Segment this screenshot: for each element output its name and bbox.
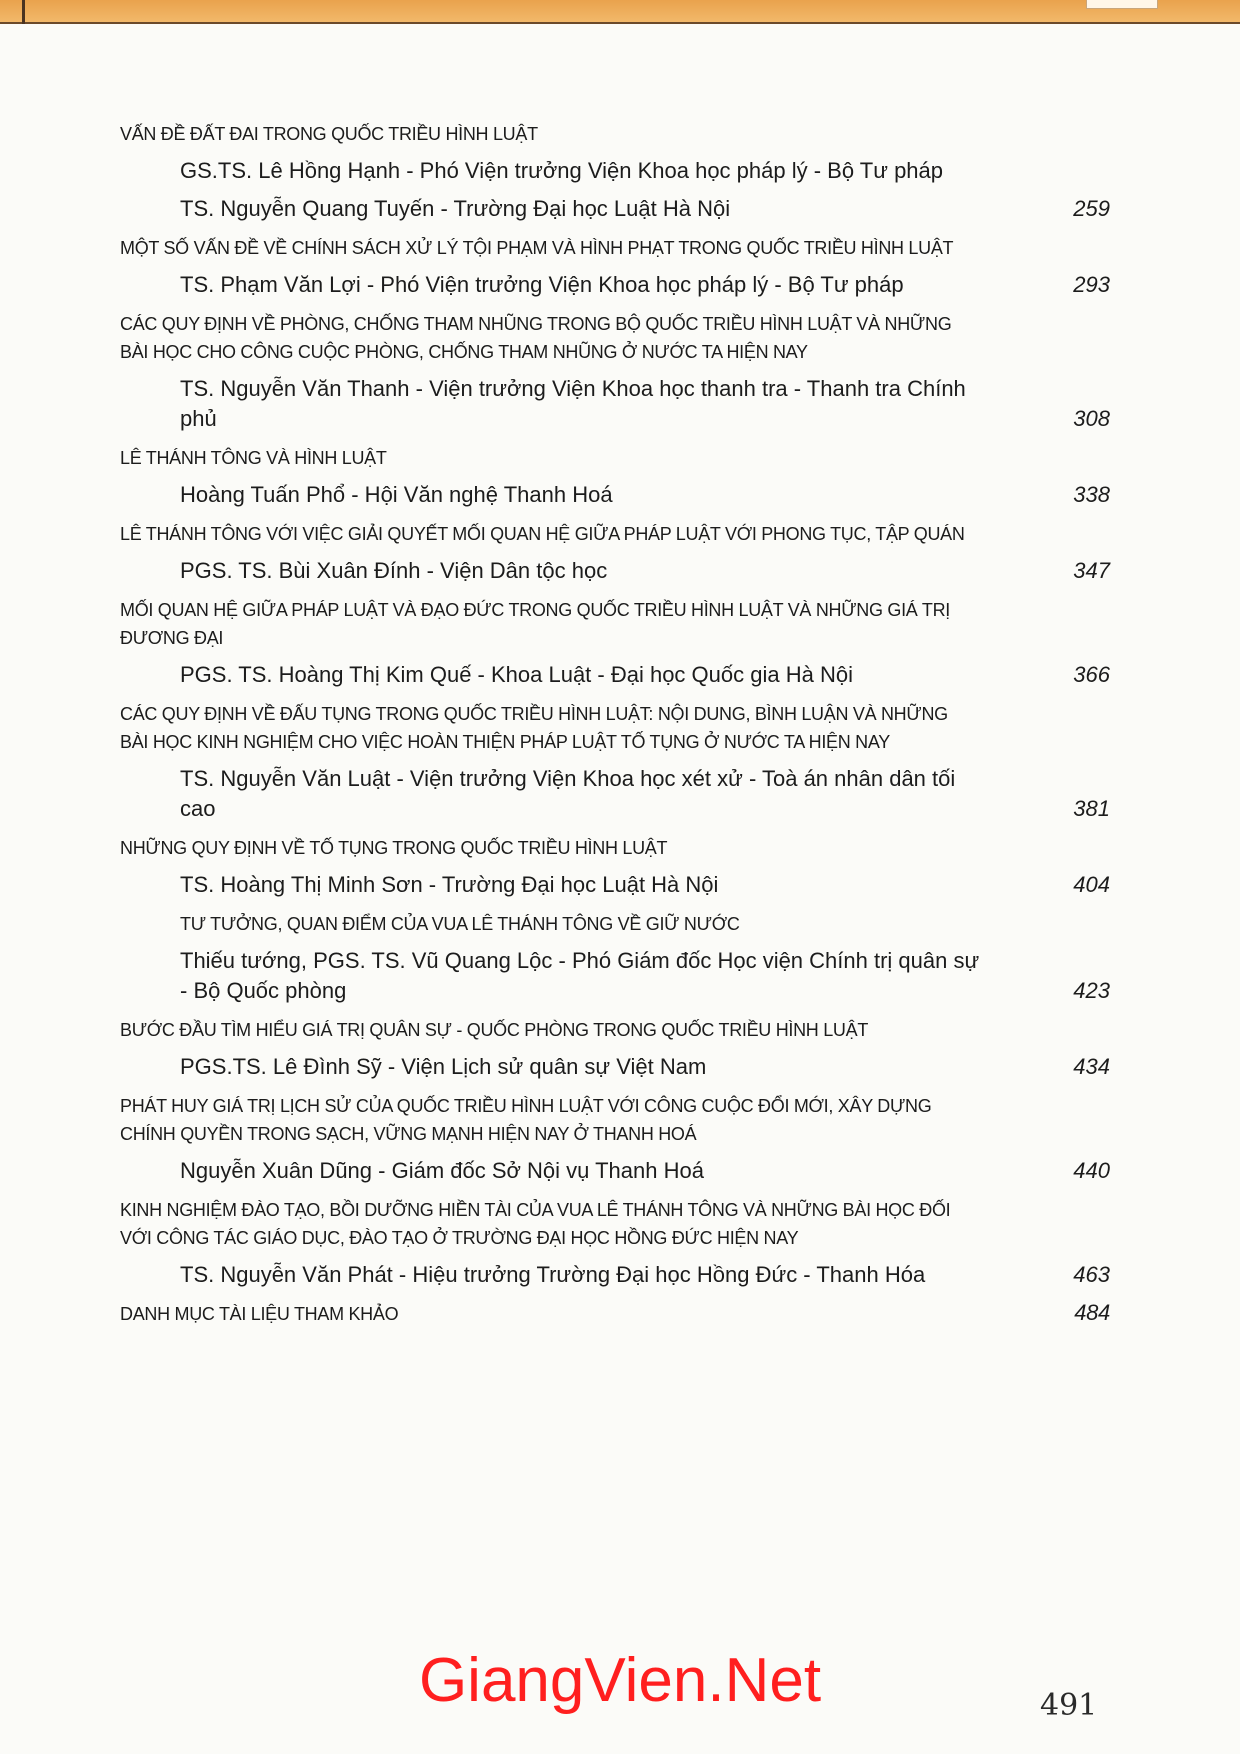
toc-entry-title: LÊ THÁNH TÔNG VỚI VIỆC GIẢI QUYẾT MỐI QUAN HỆ GIỮA PHÁP LUẬT VỚI PHONG TỤC, TẬP QUÁN bbox=[120, 524, 965, 544]
toc-entry-author bbox=[120, 660, 1110, 690]
toc-entry[interactable] bbox=[120, 444, 1110, 510]
toc-page-number: 463 bbox=[1073, 1262, 1110, 1287]
toc-entry-title: MỐI QUAN HỆ GIỮA PHÁP LUẬT VÀ ĐẠO ĐỨC TRONG QUỐC TRIỀU HÌNH LUẬT VÀ NHỮNG GIÁ TRỊ ĐƯƠNG ĐẠI bbox=[120, 600, 950, 648]
toc-entry-author bbox=[120, 764, 1110, 824]
toc-entry[interactable] bbox=[120, 910, 1110, 1006]
toc-entry[interactable] bbox=[120, 520, 1110, 586]
toc-entry-author bbox=[120, 556, 1110, 586]
toc-page-number: 434 bbox=[1073, 1054, 1110, 1079]
toc-author-text: TS. Nguyễn Văn Phát - Hiệu trưởng Trường Đại học Hồng Đức - Thanh Hóa bbox=[180, 1262, 926, 1287]
toc-page-number: 366 bbox=[1073, 662, 1110, 687]
toc-page-number: 347 bbox=[1073, 558, 1110, 583]
toc-page-number: 423 bbox=[1073, 978, 1110, 1003]
toc-page-number: 293 bbox=[1073, 272, 1110, 297]
toc-entry-author bbox=[120, 870, 1110, 900]
toc-page-number: 381 bbox=[1073, 796, 1110, 821]
page-number: 491 bbox=[1040, 1688, 1098, 1723]
toc-page-number: 440 bbox=[1073, 1158, 1110, 1183]
toc-page-number: 404 bbox=[1073, 872, 1110, 897]
toc-author-text: Nguyễn Xuân Dũng - Giám đốc Sở Nội vụ Thanh Hoá bbox=[180, 1158, 704, 1183]
toc-entry-author bbox=[120, 480, 1110, 510]
toc-entry[interactable] bbox=[120, 1016, 1110, 1082]
toc-entry[interactable] bbox=[120, 700, 1110, 824]
toc-entry-author bbox=[120, 946, 1110, 1006]
toc-entry-title: BƯỚC ĐẦU TÌM HIỂU GIÁ TRỊ QUÂN SỰ - QUỐC PHÒNG TRONG QUỐC TRIỀU HÌNH LUẬT bbox=[120, 1020, 869, 1040]
toc-entry-title: PHÁT HUY GIÁ TRỊ LỊCH SỬ CỦA QUỐC TRIỀU HÌNH LUẬT VỚI CÔNG CUỘC ĐỔI MỚI, XÂY DỰNG CHÍNH QUYỀN TRONG SẠCH, VỮNG MẠNH HIỆN NAY Ở THANH HOÁ bbox=[120, 1096, 932, 1144]
toc-entry[interactable] bbox=[120, 596, 1110, 690]
top-band-label-box bbox=[1086, 0, 1158, 9]
toc-entry-author bbox=[120, 194, 1110, 224]
toc-author-text: TS. Nguyễn Văn Luật - Viện trưởng Viện Khoa học xét xử - Toà án nhân dân tối cao bbox=[180, 766, 956, 821]
toc-author-text: TS. Nguyễn Quang Tuyến - Trường Đại học Luật Hà Nội bbox=[180, 196, 731, 221]
toc-entry-author bbox=[120, 374, 1110, 434]
references-page-number: 484 bbox=[1074, 1300, 1110, 1325]
toc-entry[interactable] bbox=[120, 1092, 1110, 1186]
table-of-contents bbox=[120, 110, 1110, 1328]
toc-page-number: 308 bbox=[1073, 406, 1110, 431]
toc-author-text: PGS.TS. Lê Đình Sỹ - Viện Lịch sử quân sự Việt Nam bbox=[180, 1054, 707, 1079]
toc-page-number: 338 bbox=[1073, 482, 1110, 507]
toc-entry-title: LÊ THÁNH TÔNG VÀ HÌNH LUẬT bbox=[120, 448, 387, 468]
toc-entry-title: VẤN ĐỀ ĐẤT ĐAI TRONG QUỐC TRIỀU HÌNH LUẬT bbox=[120, 124, 538, 144]
toc-entry[interactable] bbox=[120, 120, 1110, 224]
toc-entry-author bbox=[120, 270, 1110, 300]
left-edge-rule bbox=[22, 0, 25, 24]
toc-author-text: GS.TS. Lê Hồng Hạnh - Phó Viện trưởng Viện Khoa học pháp lý - Bộ Tư pháp bbox=[180, 158, 944, 183]
toc-entry-author bbox=[120, 1052, 1110, 1082]
toc-author-text: TS. Hoàng Thị Minh Sơn - Trường Đại học Luật Hà Nội bbox=[180, 872, 719, 897]
toc-entry-title: CÁC QUY ĐỊNH VỀ PHÒNG, CHỐNG THAM NHŨNG TRONG BỘ QUỐC TRIỀU HÌNH LUẬT VÀ NHỮNG BÀI HỌC CHO CÔNG CUỘC PHÒNG, CHỐNG THAM NHŨNG Ở NƯỚC TA HIỆN NAY bbox=[120, 314, 952, 362]
toc-entry-title bbox=[120, 1300, 1110, 1328]
references-title: DANH MỤC TÀI LIỆU THAM KHẢO bbox=[120, 1304, 399, 1324]
toc-entry-author bbox=[120, 156, 1110, 186]
toc-author-text: PGS. TS. Hoàng Thị Kim Quế - Khoa Luật - Đại học Quốc gia Hà Nội bbox=[180, 662, 853, 687]
toc-entry-title: TƯ TƯỞNG, QUAN ĐIỂM CỦA VUA LÊ THÁNH TÔNG VỀ GIỮ NƯỚC bbox=[180, 914, 740, 934]
toc-entry-title: KINH NGHIỆM ĐÀO TẠO, BỒI DƯỠNG HIỀN TÀI CỦA VUA LÊ THÁNH TÔNG VÀ NHỮNG BÀI HỌC ĐỐI VỚI CÔNG TÁC GIÁO DỤC, ĐÀO TẠO Ở TRƯỜNG ĐẠI HỌC HỒNG ĐỨC HIỆN NAY bbox=[120, 1200, 951, 1248]
toc-author-text: PGS. TS. Bùi Xuân Đính - Viện Dân tộc học bbox=[180, 558, 608, 583]
toc-page-number: 259 bbox=[1073, 196, 1110, 221]
toc-entry-title: NHỮNG QUY ĐỊNH VỀ TỐ TỤNG TRONG QUỐC TRIỀU HÌNH LUẬT bbox=[120, 838, 668, 858]
toc-author-text: Hoàng Tuấn Phổ - Hội Văn nghệ Thanh Hoá bbox=[180, 482, 613, 507]
watermark-text: GiangVien.Net bbox=[418, 1646, 822, 1715]
toc-entry-title: CÁC QUY ĐỊNH VỀ ĐẤU TỤNG TRONG QUỐC TRIỀU HÌNH LUẬT: NỘI DUNG, BÌNH LUẬN VÀ NHỮNG BÀI HỌC KINH NGHIỆM CHO VIỆC HOÀN THIỆN PHÁP LUẬT TỐ TỤNG Ở NƯỚC TA HIỆN NAY bbox=[120, 704, 948, 752]
toc-entry-author bbox=[120, 1156, 1110, 1186]
toc-author-text: TS. Phạm Văn Lợi - Phó Viện trưởng Viện Khoa học pháp lý - Bộ Tư pháp bbox=[180, 272, 904, 297]
toc-entry[interactable] bbox=[120, 834, 1110, 900]
toc-entries bbox=[120, 120, 1110, 1290]
toc-entry[interactable] bbox=[120, 234, 1110, 300]
toc-entry-references[interactable] bbox=[120, 1300, 1110, 1328]
toc-author-text: Thiếu tướng, PGS. TS. Vũ Quang Lộc - Phó Giám đốc Học viện Chính trị quân sự - Bộ Quốc phòng bbox=[180, 948, 980, 1003]
toc-entry[interactable] bbox=[120, 1196, 1110, 1290]
toc-entry-author bbox=[120, 1260, 1110, 1290]
top-color-band bbox=[0, 0, 1240, 24]
toc-author-text: TS. Nguyễn Văn Thanh - Viện trưởng Viện Khoa học thanh tra - Thanh tra Chính phủ bbox=[180, 376, 966, 431]
toc-entry[interactable] bbox=[120, 310, 1110, 434]
toc-entry-title: MỘT SỐ VẤN ĐỀ VỀ CHÍNH SÁCH XỬ LÝ TỘI PHẠM VÀ HÌNH PHẠT TRONG QUỐC TRIỀU HÌNH LUẬT bbox=[120, 238, 954, 258]
